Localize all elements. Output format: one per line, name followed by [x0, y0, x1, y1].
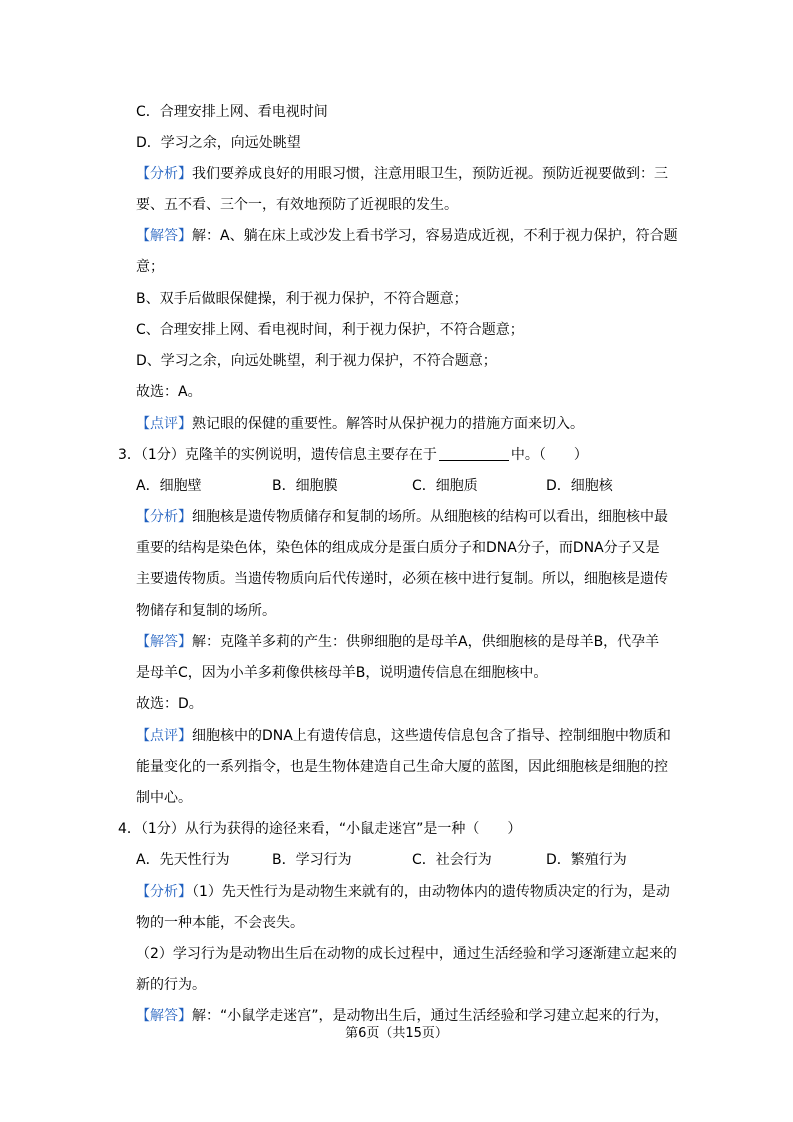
option-a: A．先天性行为 — [136, 852, 230, 868]
option-d: D．繁殖行为 — [546, 852, 627, 868]
analysis-text: 物的一种本能，不会丧失。 — [136, 915, 304, 931]
answer-tag: 【解答】 — [136, 634, 192, 650]
answer-text: C、合理安排上网、看电视时间，利于视力保护，不符合题意； — [136, 322, 524, 338]
comment-text: 细胞核中的DNA上有遗传信息，这些遗传信息包含了指导、控制细胞中物质和 — [192, 728, 671, 744]
analysis-line — [136, 164, 668, 184]
comment-line — [136, 726, 671, 746]
comment-text: 熟记眼的保健的重要性。解答时从保护视力的措施方面来切入。 — [192, 416, 584, 432]
answer-blank — [439, 446, 509, 461]
answer-choice: 故选：A。 — [136, 384, 202, 400]
answer-tag: 【解答】 — [136, 228, 192, 244]
answer-text: 解：“小鼠学走迷宫”，是动物出生后，通过生活经验和学习建立起来的行为， — [192, 1008, 669, 1024]
analysis-text: 重要的结构是染色体，染色体的组成成分是蛋白质分子和DNA分子，而DNA分子又是 — [136, 540, 660, 556]
question-3-stem: 3．（1分）克隆羊的实例说明，遗传信息主要存在于 中。（ ） — [118, 447, 588, 463]
analysis-text: （1）先天性行为是动物生来就有的，由动物体内的遗传物质决定的行为，是动 — [192, 884, 670, 900]
option-c: C．细胞质 — [412, 478, 478, 494]
answer-text: D、学习之余，向远处眺望，利于视力保护，不符合题意； — [136, 353, 497, 369]
option-b: B．学习行为 — [272, 852, 352, 868]
comment-tag: 【点评】 — [136, 728, 192, 744]
comment-text: 制中心。 — [136, 790, 192, 806]
analysis-text: 我们要养成良好的用眼习惯，注意用眼卫生，预防近视。预防近视要做到：三 — [192, 166, 668, 182]
answer-choice: 故选：D。 — [136, 696, 203, 712]
analysis-line — [136, 882, 670, 902]
comment-tag: 【点评】 — [136, 416, 192, 432]
answer-text: 解：克隆羊多莉的产生：供卵细胞的是母羊A，供细胞核的是母羊B，代孕羊 — [192, 634, 660, 650]
analysis-text: 细胞核是遗传物质储存和复制的场所。从细胞核的结构可以看出，细胞核中最 — [192, 509, 668, 525]
answer-line — [136, 226, 678, 246]
answer-tag: 【解答】 — [136, 1008, 192, 1024]
analysis-tag: 【分析】 — [136, 166, 192, 182]
analysis-tag: 【分析】 — [136, 884, 192, 900]
analysis-text: 新的行为。 — [136, 977, 206, 993]
comment-text: 能量变化的一系列指令，也是生物体建造自己生命大厦的蓝图，因此细胞核是细胞的控 — [136, 759, 668, 775]
option-b: B．细胞膜 — [272, 478, 338, 494]
analysis-text: 要、五不看、三个一，有效地预防了近视眼的发生。 — [136, 197, 458, 213]
analysis-text: 主要遗传物质。当遗传物质向后代传递时，必须在核中进行复制。所以，细胞核是遗传 — [136, 571, 668, 587]
answer-text: 是母羊C，因为小羊多莉像供核母羊B，说明遗传信息在细胞核中。 — [136, 665, 548, 681]
question-4-stem: 4．（1分）从行为获得的途径来看，“小鼠走迷宫”是一种（ ） — [118, 821, 522, 837]
option-d: D．学习之余，向远处眺望 — [136, 135, 301, 151]
analysis-line — [136, 507, 668, 527]
comment-line — [136, 414, 584, 434]
option-c: C．社会行为 — [412, 852, 492, 868]
analysis-text: 物储存和复制的场所。 — [136, 603, 276, 619]
answer-text: 解：A、躺在床上或沙发上看书学习，容易造成近视，不利于视力保护，符合题 — [192, 228, 678, 244]
analysis-tag: 【分析】 — [136, 509, 192, 525]
option-a: A．细胞壁 — [136, 478, 202, 494]
answer-text: B、双手后做眼保健操，利于视力保护，不符合题意； — [136, 291, 468, 307]
answer-line — [136, 1006, 669, 1026]
analysis-text: （2）学习行为是动物出生后在动物的成长过程中，通过生活经验和学习逐渐建立起来的 — [136, 946, 677, 962]
option-c: C．合理安排上网、看电视时间 — [136, 104, 328, 120]
page-footer: 第6页（共15页） — [345, 1026, 448, 1041]
option-d: D．细胞核 — [546, 478, 613, 494]
answer-line — [136, 632, 659, 652]
answer-text: 意； — [136, 259, 164, 275]
